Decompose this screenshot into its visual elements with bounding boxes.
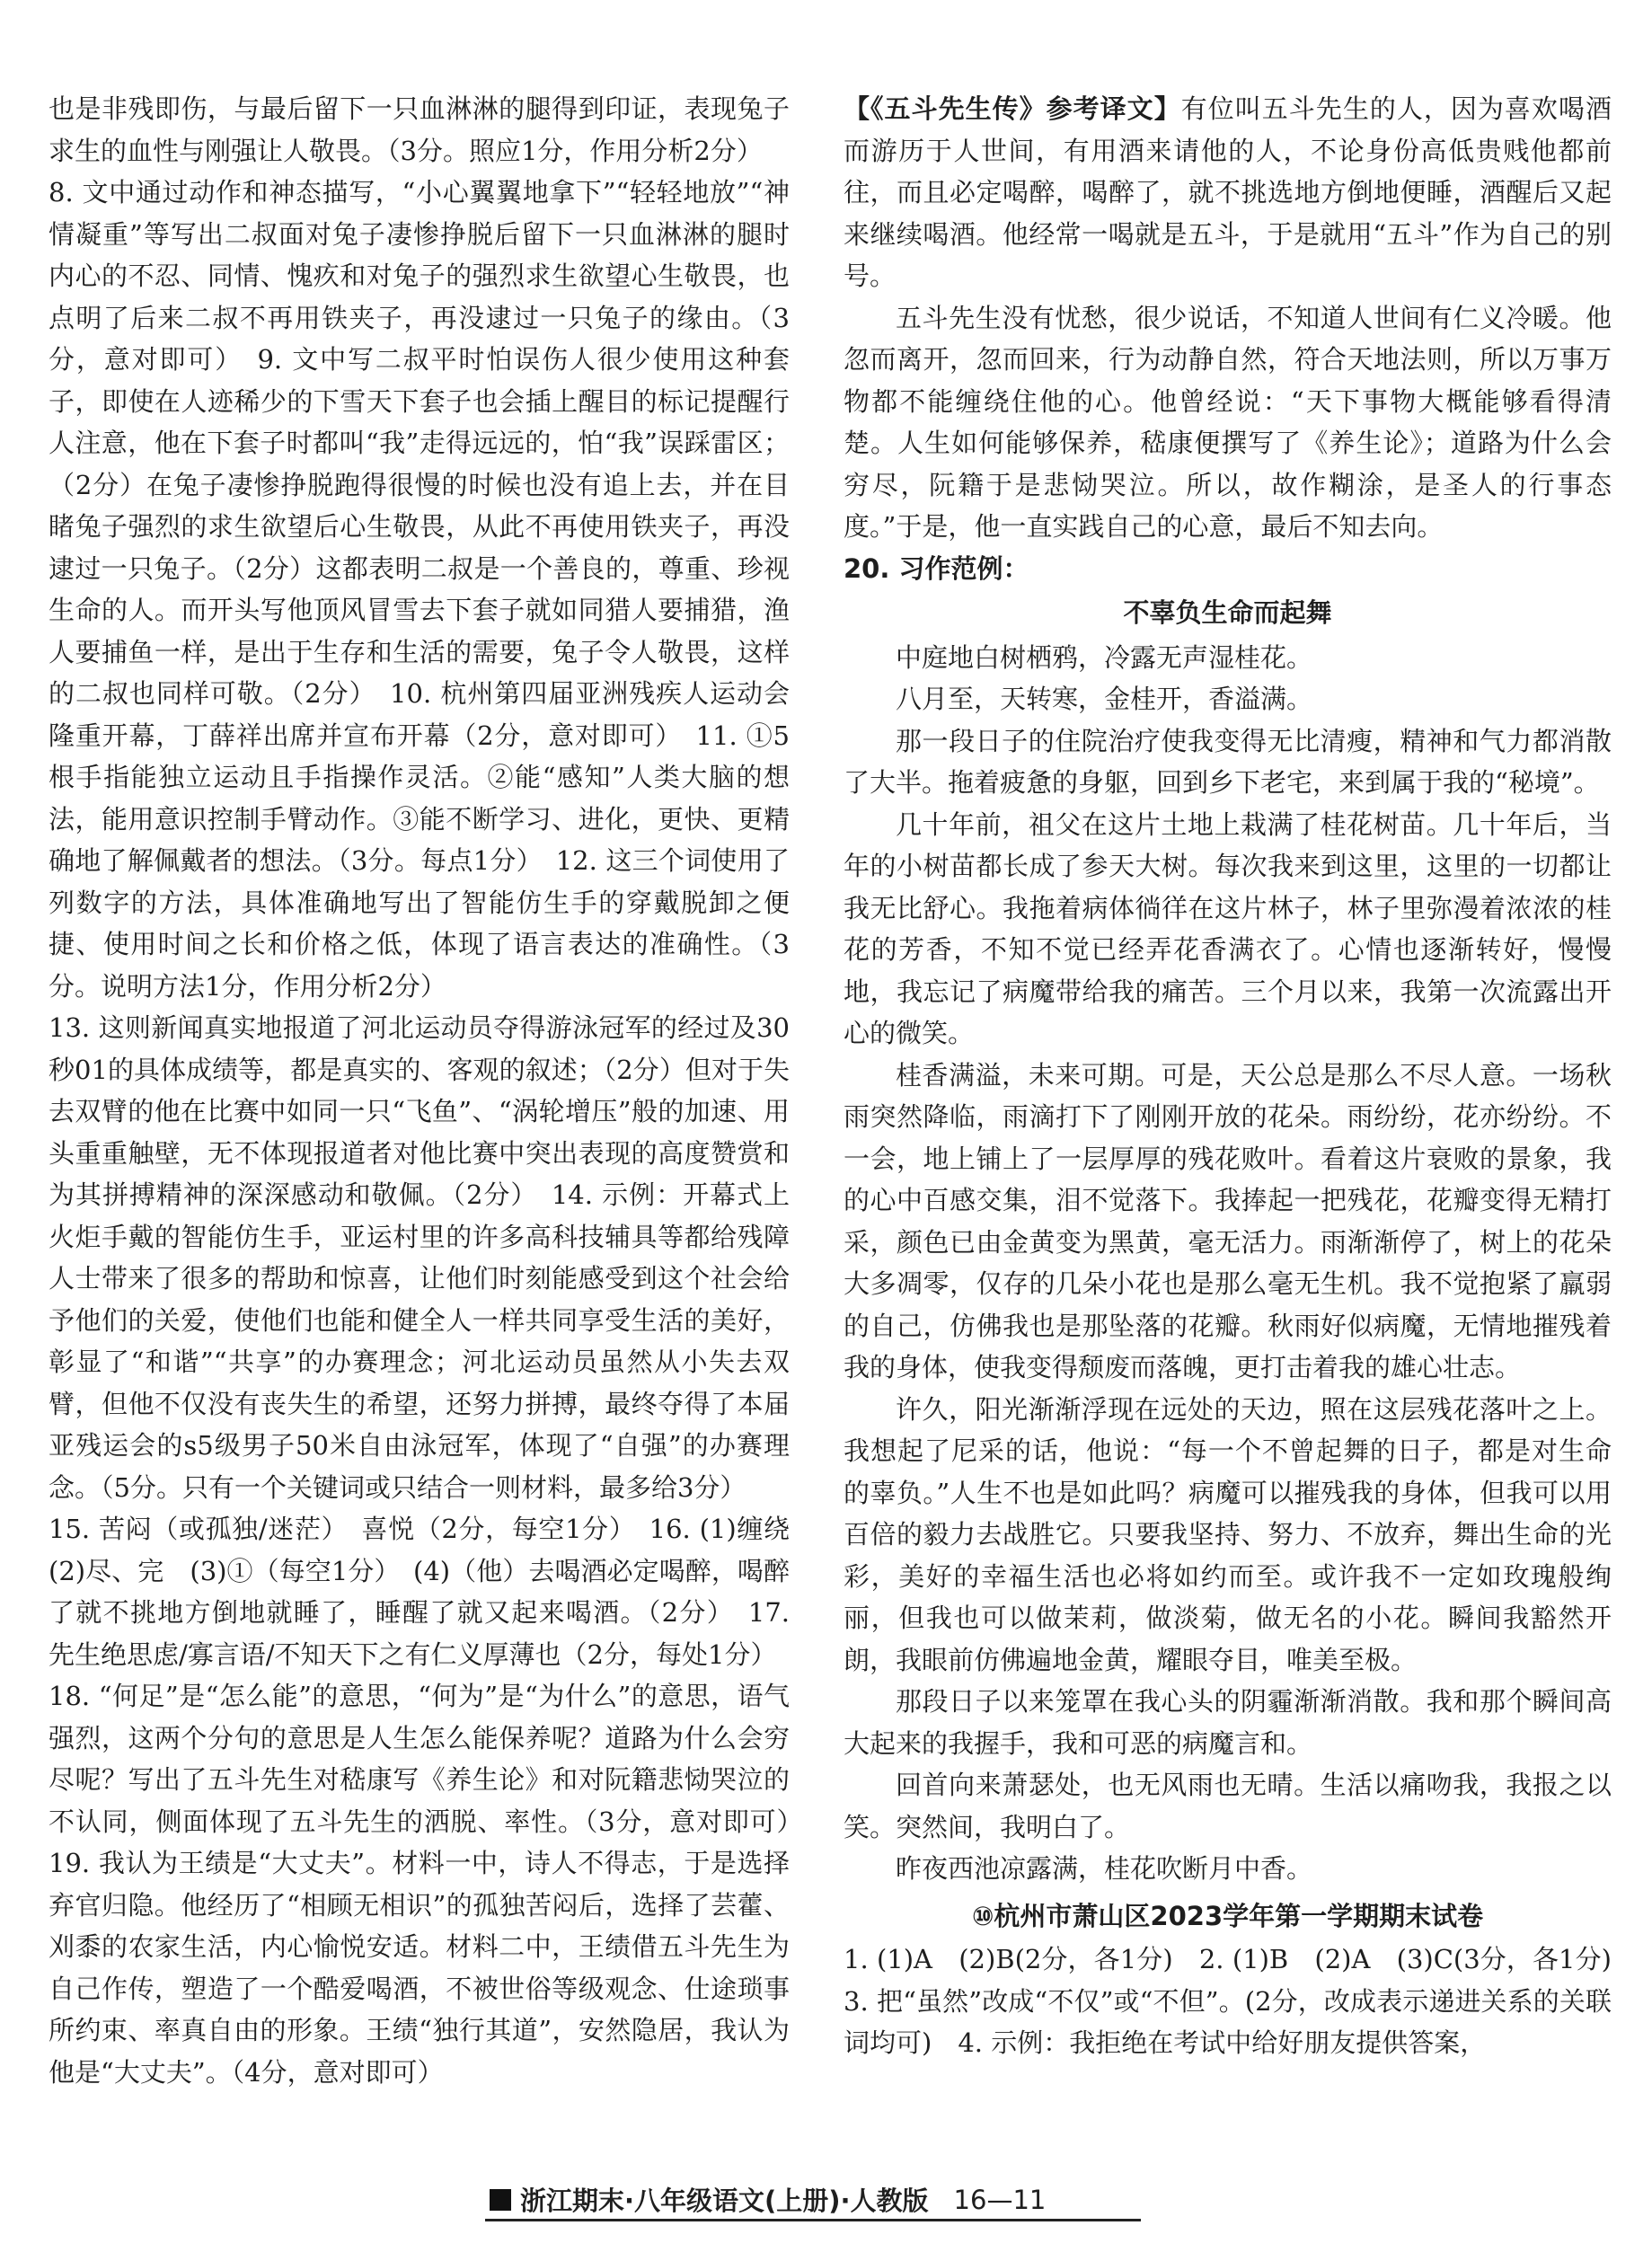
essay-paragraph: 回首向来萧瑟处，也无风雨也无晴。生活以痛吻我，我报之以笑。突然间，我明白了。 xyxy=(844,1770,1612,1842)
answer-block-1: 也是非残即伤，与最后留下一只血淋淋的腿得到印证，表现兔子求生的血性与刚强让人敬畏。（3分。照应1分，作用分析2分） xyxy=(49,93,790,166)
translation-paragraph-1 xyxy=(844,88,1612,297)
exam-answers: 1. (1)A (2)B(2分，各1分) 2. (1)B (2)A (3)C(3分，各1分) 3. 把“虽然”改成“不仅”或“不但”。(2分，改成表示递进关系的关联词均可) 4. 示例：我拒绝在考试中给好朋友提供答案， xyxy=(844,1944,1639,2058)
answer-block-18-19: 18. “何足”是“怎么能”的意思，“何为”是“为什么”的意思，语气强烈，这两个分句的意思是人生怎么能保养呢？道路为什么会穷尽呢？写出了五斗先生对嵇康写《养生论》和对阮籍悲恸哭泣的不认同，侧面体现了五斗先生的洒脱、率性。（3分，意对即可） 19. 我认为王绩是“大丈夫”。材料一中，诗人不得志，于是选择弃官归隐。他经历了“相顾无相识”的孤独苦闷后，选择了芸藿、刈黍的农家生活，内心愉悦安适。材料二中，王绩借五斗先生为自己作传，塑造了一个酷爱喝酒，不被世俗等级观念、仕途琐事所约束、率真自由的形象。王绩“独行其道”，安然隐居，我认为他是“大丈夫”。（4分，意对即可） xyxy=(49,1681,817,2088)
page-footer xyxy=(490,2181,1046,2218)
footer-square-icon xyxy=(490,2189,511,2211)
essay-title: 不辜负生命而起舞 xyxy=(1123,597,1332,628)
right-column xyxy=(844,88,1639,2064)
essay-paragraph: 昨夜西池凉露满，桂花吹断月中香。 xyxy=(896,1853,1313,1884)
answer-block-15-17: 15. 苦闷（或孤独/迷茫） 喜悦（2分，每空1分） 16. (1)缠绕 (2)尽、完 (3)①（每空1分） (4)（他）去喝酒必定喝醉，喝醉了就不挑地方倒地就睡了，睡醒了就又起来喝酒。（2分） 17. 先生绝思虑/寡言语/不知天下之有仁义厚薄也（2分，每处1分） xyxy=(49,1514,817,1670)
essay-paragraph: 那一段日子的住院治疗使我变得无比清瘦，精神和气力都消散了大半。拖着疲惫的身躯，回到乡下老宅，来到属于我的“秘境”。 xyxy=(844,725,1612,798)
footer-book-title: 浙江期末·八年级语文(上册)·人教版 xyxy=(520,2186,929,2216)
essay-paragraph: 中庭地白树栖鸦，冷露无声湿桂花。 xyxy=(896,641,1313,673)
essay-paragraph: 许久，阳光渐渐浮现在远处的天边，照在这层残花落叶之上。我想起了尼采的话，他说：“每一个不曾起舞的日子，都是对生命的辜负。”人生不也是如此吗？病魔可以摧残我的身体，但我可以用百倍的毅力去战胜它。只要我坚持、努力、不放弃，舞出生命的光彩，美好的幸福生活也必将如约而至。或许我不一定如玫瑰般绚丽，但我也可以做茉莉，做淡菊，做无名的小花。瞬间我豁然开朗，我眼前仿佛遍地金黄，耀眼夺目，唯美至极。 xyxy=(844,1393,1612,1675)
exam-title: ⑩杭州市萧山区2023学年第一学期期末试卷 xyxy=(971,1900,1484,1931)
essay-paragraph: 几十年前，祖父在这片土地上栽满了桂花树苗。几十年后，当年的小树苗都长成了参天大树。每次我来到这里，这里的一切都让我无比舒心。我拖着病体徜徉在这片林子，林子里弥漫着浓浓的桂花的芳香，不知不觉已经弄花香满衣了。心情也逐渐转好，慢慢地，我忘记了病魔带给我的痛苦。三个月以来，我第一次流露出开心的微笑。 xyxy=(844,808,1612,1048)
footer-page-number: 16—11 xyxy=(953,2184,1047,2215)
answer-block-13-14: 13. 这则新闻真实地报道了河北运动员夺得游泳冠军的经过及30秒01的具体成绩等，都是真实的、客观的叙述；（2分）但对于失去双臂的他在比赛中如同一只“飞鱼”、“涡轮增压”般的加速、用头重重触壁，无不体现报道者对他比赛中突出表现的高度赞赏和为其拼搏精神的深深感动和敬佩。（2分） 14. 示例：开幕式上火炬手戴的智能仿生手，亚运村里的许多高科技辅具等都给残障人士带来了很多的帮助和惊喜，让他们时刻能感受到这个社会给予他们的关爱，使他们也能和健全人一样共同享受生活的美好，彰显了“和谐”“共享”的办赛理念；河北运动员虽然从小失去双臂，但他不仅没有丧失生的希望，还努力拼搏，最终夺得了本届亚残运会的s5级男子50米自由泳冠军，体现了“自强”的办赛理念。（5分。只有一个关键词或只结合一则材料，最多给3分） xyxy=(49,1012,790,1503)
essay-heading: 20. 习作范例： xyxy=(844,552,1029,584)
essay-paragraph: 那段日子以来笼罩在我心头的阴霾渐渐消散。我和那个瞬间高大起来的我握手，我和可恶的病魔言和。 xyxy=(844,1686,1612,1759)
translation-label: 【《五斗先生传》参考译文】 xyxy=(844,93,1181,124)
footer-rule xyxy=(485,2219,1141,2221)
left-column xyxy=(49,88,817,2093)
answer-block-8-12: 8. 文中通过动作和神态描写，“小心翼翼地拿下”“轻轻地放”“神情凝重”等写出二叔面对兔子凄惨挣脱后留下一只血淋淋的腿时内心的不忍、同情、愧疚和对兔子的强烈求生欲望心生敬畏，也点明了后来二叔不再用铁夹子，再没逮过一只兔子的缘由。（3分，意对即可） 9. 文中写二叔平时怕误伤人很少使用这种套子，即使在人迹稀少的下雪天下套子也会插上醒目的标记提醒行人注意，他在下套子时都叫“我”走得远远的，怕“我”误踩雷区；（2分）在兔子凄惨挣脱跑得很慢的时候也没有追上去，并在目睹兔子强烈的求生欲望后心生敬畏，从此不再使用铁夹子，再没逮过一只兔子。（2分）这都表明二叔是一个善良的，尊重、珍视生命的人。而开头写他顶风冒雪去下套子就如同猎人要捕猎，渔人要捕鱼一样，是出于生存和生活的需要，兔子令人敬畏，这样的二叔也同样可敬。（2分） 10. 杭州第四届亚洲残疾人运动会隆重开幕，丁薛祥出席并宣布开幕（2分，意对即可） 11. ①5根手指能独立运动且手指操作灵活。②能“感知”人类大脑的想法，能用意识控制手臂动作。③能不断学习、进化，更快、更精确地了解佩戴者的想法。（3分。每点1分） 12. 这三个词使用了列数字的方法，具体准确地写出了智能仿生手的穿戴脱卸之便捷、使用时间之长和价格之低，体现了语言表达的准确性。（3分。说明方法1分，作用分析2分） xyxy=(49,177,790,1002)
translation-text-1: 有位叫五斗先生的人，因为喜欢喝酒而游历于人世间，有用酒来请他的人，不论身份高低贵贱他都前往，而且必定喝醉，喝醉了，就不挑选地方倒地便睡，酒醒后又起来继续喝酒。他经常一喝就是五斗，于是就用“五斗”作为自己的别号。 xyxy=(844,93,1612,291)
translation-paragraph-2: 五斗先生没有忧愁，很少说话，不知道人世间有仁义冷暖。他忽而离开，忽而回来，行为动静自然，符合天地法则，所以万事万物都不能缠绕住他的心。他曾经说：“天下事物大概能够看得清楚。人生如何能够保养，嵇康便撰写了《养生论》；道路为什么会穷尽，阮籍于是悲恸哭泣。所以，故作糊涂，是圣人的行事态度。”于是，他一直实践自己的心意，最后不知去向。 xyxy=(844,302,1612,542)
essay-paragraph: 八月至，天转寒，金桂开，香溢满。 xyxy=(896,684,1313,714)
essay-paragraph: 桂香满溢，未来可期。可是，天公总是那么不尽人意。一场秋雨突然降临，雨滴打下了刚刚开放的花朵。雨纷纷，花亦纷纷。不一会，地上铺上了一层厚厚的残花败叶。看着这片衰败的景象，我的心中百感交集，泪不觉落下。我捧起一把残花，花瓣变得无精打采，颜色已由金黄变为黑黄，毫无活力。雨渐渐停了，树上的花朵大多凋零，仅存的几朵小花也是那么毫无生机。我不觉抱紧了羸弱的自己，仿佛我也是那坠落的花瓣。秋雨好似病魔，无情地摧残着我的身体，使我变得颓废而落魄，更打击着我的雄心壮志。 xyxy=(844,1059,1612,1382)
